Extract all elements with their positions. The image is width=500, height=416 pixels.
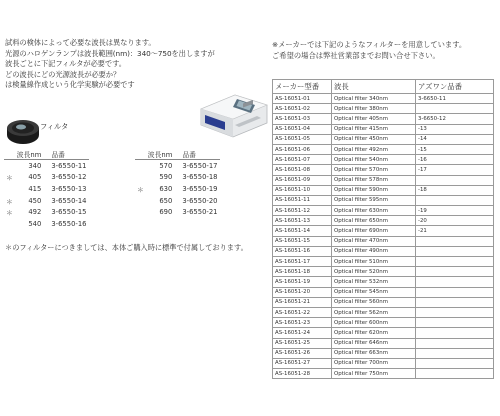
asone-number-cell xyxy=(416,348,494,358)
maker-model-cell: AS-16051-25 xyxy=(273,338,332,348)
wavelength-cell: Optical filter 520nm xyxy=(332,267,416,277)
table-row: ＊ 405 3-6550-12 xyxy=(6,173,87,183)
table-row: 540 3-6550-16 xyxy=(28,219,87,228)
wavelength-cell: Optical filter 620nm xyxy=(332,328,416,338)
wavelength-cell: Optical filter 590nm xyxy=(332,185,416,195)
intro-line: どの波長にどの光源波長が必要か？ xyxy=(5,69,121,79)
wavelength-cell: Optical filter 663nm xyxy=(332,348,416,358)
wavelength-cell: Optical filter 600nm xyxy=(332,318,416,328)
table-row: ＊ 450 3-6550-14 xyxy=(6,196,87,206)
asone-number-cell: -18 xyxy=(416,185,494,195)
asone-number-cell xyxy=(416,297,494,307)
table-row xyxy=(273,104,494,114)
asone-number-cell: -21 xyxy=(416,226,494,236)
wavelength-cell: Optical filter 560nm xyxy=(332,297,416,307)
table-row: 415 3-6550-13 xyxy=(28,184,87,193)
maker-model-cell: AS-16051-22 xyxy=(273,307,332,317)
intro-line: 光源のハロゲンランプは波長範囲(nm)：340〜750を出しますが xyxy=(5,48,215,58)
asone-number-cell xyxy=(416,307,494,317)
table-row xyxy=(273,348,494,358)
filter-lens-image xyxy=(5,118,41,146)
table-row xyxy=(273,369,494,379)
wavelength-cell: Optical filter 380nm xyxy=(332,104,416,114)
intro-text xyxy=(5,38,267,91)
standard-filter-note: ＊のフィルターにつきましては、本体ご購入時に標準で付属しております。 xyxy=(5,243,248,252)
filter-table-left xyxy=(4,148,89,230)
wavelength-cell: Optical filter 650nm xyxy=(332,216,416,226)
asone-number-cell: 3-6650-11 xyxy=(416,94,494,104)
maker-model-cell: AS-16051-03 xyxy=(273,114,332,124)
wavelength-cell: Optical filter 510nm xyxy=(332,257,416,267)
asone-number-cell xyxy=(416,267,494,277)
maker-model-cell: AS-16051-13 xyxy=(273,216,332,226)
table-row xyxy=(273,257,494,267)
intro-line: 波長ごとに下記フィルタが必要です。 xyxy=(5,59,126,69)
maker-model-cell: AS-16051-19 xyxy=(273,277,332,287)
asone-number-cell: -14 xyxy=(416,134,494,144)
maker-model-cell: AS-16051-18 xyxy=(273,267,332,277)
maker-model-cell: AS-16051-04 xyxy=(273,124,332,134)
header-part-number: 品番 xyxy=(180,148,219,160)
table-row: ＊ 630 3-6550-19 xyxy=(137,184,218,194)
table-row xyxy=(273,134,494,144)
table-row xyxy=(273,175,494,185)
maker-model-cell: AS-16051-02 xyxy=(273,104,332,114)
table-row xyxy=(273,185,494,195)
asone-number-cell xyxy=(416,318,494,328)
maker-model-cell: AS-16051-12 xyxy=(273,206,332,216)
table-row xyxy=(273,307,494,317)
maker-model-cell: AS-16051-07 xyxy=(273,155,332,165)
wavelength-cell: Optical filter 630nm xyxy=(332,206,416,216)
header-maker-model: メーカー型番 xyxy=(273,80,332,94)
wavelength-cell: Optical filter 405nm xyxy=(332,114,416,124)
maker-model-cell: AS-16051-14 xyxy=(273,226,332,236)
header-part-number: 品番 xyxy=(49,148,88,160)
asone-number-cell xyxy=(416,287,494,297)
header-wavelength: 波長nm xyxy=(15,148,50,160)
wavelength-cell: Optical filter 450nm xyxy=(332,134,416,144)
table-row xyxy=(273,226,494,236)
wavelength-cell: Optical filter 690nm xyxy=(332,226,416,236)
table-row xyxy=(273,144,494,154)
maker-note-line2: ご希望の場合は弊社営業部までお問い合せ下さい。 xyxy=(272,50,440,60)
asone-number-cell: -17 xyxy=(416,165,494,175)
header-wavelength: 波長 xyxy=(332,80,416,94)
maker-model-cell: AS-16051-10 xyxy=(273,185,332,195)
table-row xyxy=(273,114,494,124)
maker-model-cell: AS-16051-06 xyxy=(273,144,332,154)
wavelength-cell: Optical filter 570nm xyxy=(332,165,416,175)
wavelength-cell: Optical filter 470nm xyxy=(332,236,416,246)
header-asone-number: アズワン品番 xyxy=(416,80,494,94)
table-row xyxy=(273,216,494,226)
wavelength-cell: Optical filter 750nm xyxy=(332,369,416,379)
asone-number-cell: -20 xyxy=(416,216,494,226)
table-row: 570 3-6550-17 xyxy=(159,161,218,170)
table-row xyxy=(273,195,494,205)
maker-model-cell: AS-16051-15 xyxy=(273,236,332,246)
table-row: 690 3-6550-21 xyxy=(159,208,218,217)
asone-number-cell xyxy=(416,338,494,348)
asone-number-cell: 3-6650-12 xyxy=(416,114,494,124)
maker-model-cell: AS-16051-21 xyxy=(273,297,332,307)
table-row xyxy=(273,155,494,165)
table-row xyxy=(273,236,494,246)
asone-number-cell: -19 xyxy=(416,206,494,216)
asone-number-cell xyxy=(416,246,494,256)
asone-number-cell xyxy=(416,175,494,185)
filter-label: フィルタ xyxy=(40,122,69,131)
table-row xyxy=(273,318,494,328)
table-row xyxy=(273,338,494,348)
wavelength-cell: Optical filter 532nm xyxy=(332,277,416,287)
asone-number-cell xyxy=(416,195,494,205)
asone-number-cell: -15 xyxy=(416,144,494,154)
maker-note-line1: ※メーカーでは下記のようなフィルターを用意しています。 xyxy=(272,40,467,49)
wavelength-cell: Optical filter 595nm xyxy=(332,195,416,205)
header-wavelength: 波長nm xyxy=(146,148,181,160)
table-row xyxy=(273,94,494,104)
table-row: 650 3-6550-20 xyxy=(159,196,218,205)
maker-model-cell: AS-16051-05 xyxy=(273,134,332,144)
plate-reader-device-image xyxy=(195,85,271,141)
maker-model-cell: AS-16051-17 xyxy=(273,257,332,267)
wavelength-cell: Optical filter 562nm xyxy=(332,307,416,317)
asone-number-cell xyxy=(416,369,494,379)
intro-line: 試料の検体によって必要な波長は異なります。 xyxy=(5,38,156,47)
filter-table-right xyxy=(135,148,220,218)
table-row xyxy=(273,328,494,338)
maker-model-cell: AS-16051-16 xyxy=(273,246,332,256)
asone-number-cell: -13 xyxy=(416,124,494,134)
table-row xyxy=(273,246,494,256)
maker-model-cell: AS-16051-08 xyxy=(273,165,332,175)
asone-number-cell xyxy=(416,358,494,368)
table-row xyxy=(273,277,494,287)
maker-model-cell: AS-16051-28 xyxy=(273,369,332,379)
table-row xyxy=(273,206,494,216)
table-row xyxy=(273,297,494,307)
wavelength-cell: Optical filter 492nm xyxy=(332,144,416,154)
wavelength-cell: Optical filter 578nm xyxy=(332,175,416,185)
maker-model-cell: AS-16051-26 xyxy=(273,348,332,358)
maker-model-cell: AS-16051-24 xyxy=(273,328,332,338)
asone-number-cell xyxy=(416,104,494,114)
maker-model-cell: AS-16051-01 xyxy=(273,94,332,104)
asone-number-cell xyxy=(416,236,494,246)
maker-model-cell: AS-16051-23 xyxy=(273,318,332,328)
wavelength-cell: Optical filter 545nm xyxy=(332,287,416,297)
maker-model-cell: AS-16051-27 xyxy=(273,358,332,368)
maker-note xyxy=(272,40,496,62)
asone-number-cell: -16 xyxy=(416,155,494,165)
wavelength-cell: Optical filter 540nm xyxy=(332,155,416,165)
wavelength-cell: Optical filter 340nm xyxy=(332,94,416,104)
table-row: ＊ 492 3-6550-15 xyxy=(6,208,87,218)
asone-number-cell xyxy=(416,277,494,287)
table-row xyxy=(273,267,494,277)
table-row xyxy=(273,124,494,134)
table-row xyxy=(273,358,494,368)
wavelength-cell: Optical filter 646nm xyxy=(332,338,416,348)
table-row xyxy=(273,165,494,175)
wavelength-cell: Optical filter 700nm xyxy=(332,358,416,368)
asone-number-cell xyxy=(416,328,494,338)
table-row: 340 3-6550-11 xyxy=(28,161,87,170)
maker-model-cell: AS-16051-09 xyxy=(273,175,332,185)
maker-model-cell: AS-16051-11 xyxy=(273,195,332,205)
table-row: 590 3-6550-18 xyxy=(159,173,218,182)
asone-number-cell xyxy=(416,257,494,267)
wavelength-cell: Optical filter 490nm xyxy=(332,246,416,256)
maker-model-cell: AS-16051-20 xyxy=(273,287,332,297)
maker-filter-table xyxy=(272,79,494,379)
intro-line: は検量線作成という化学実験が必要です xyxy=(5,80,135,90)
table-row xyxy=(273,287,494,297)
wavelength-cell: Optical filter 415nm xyxy=(332,124,416,134)
